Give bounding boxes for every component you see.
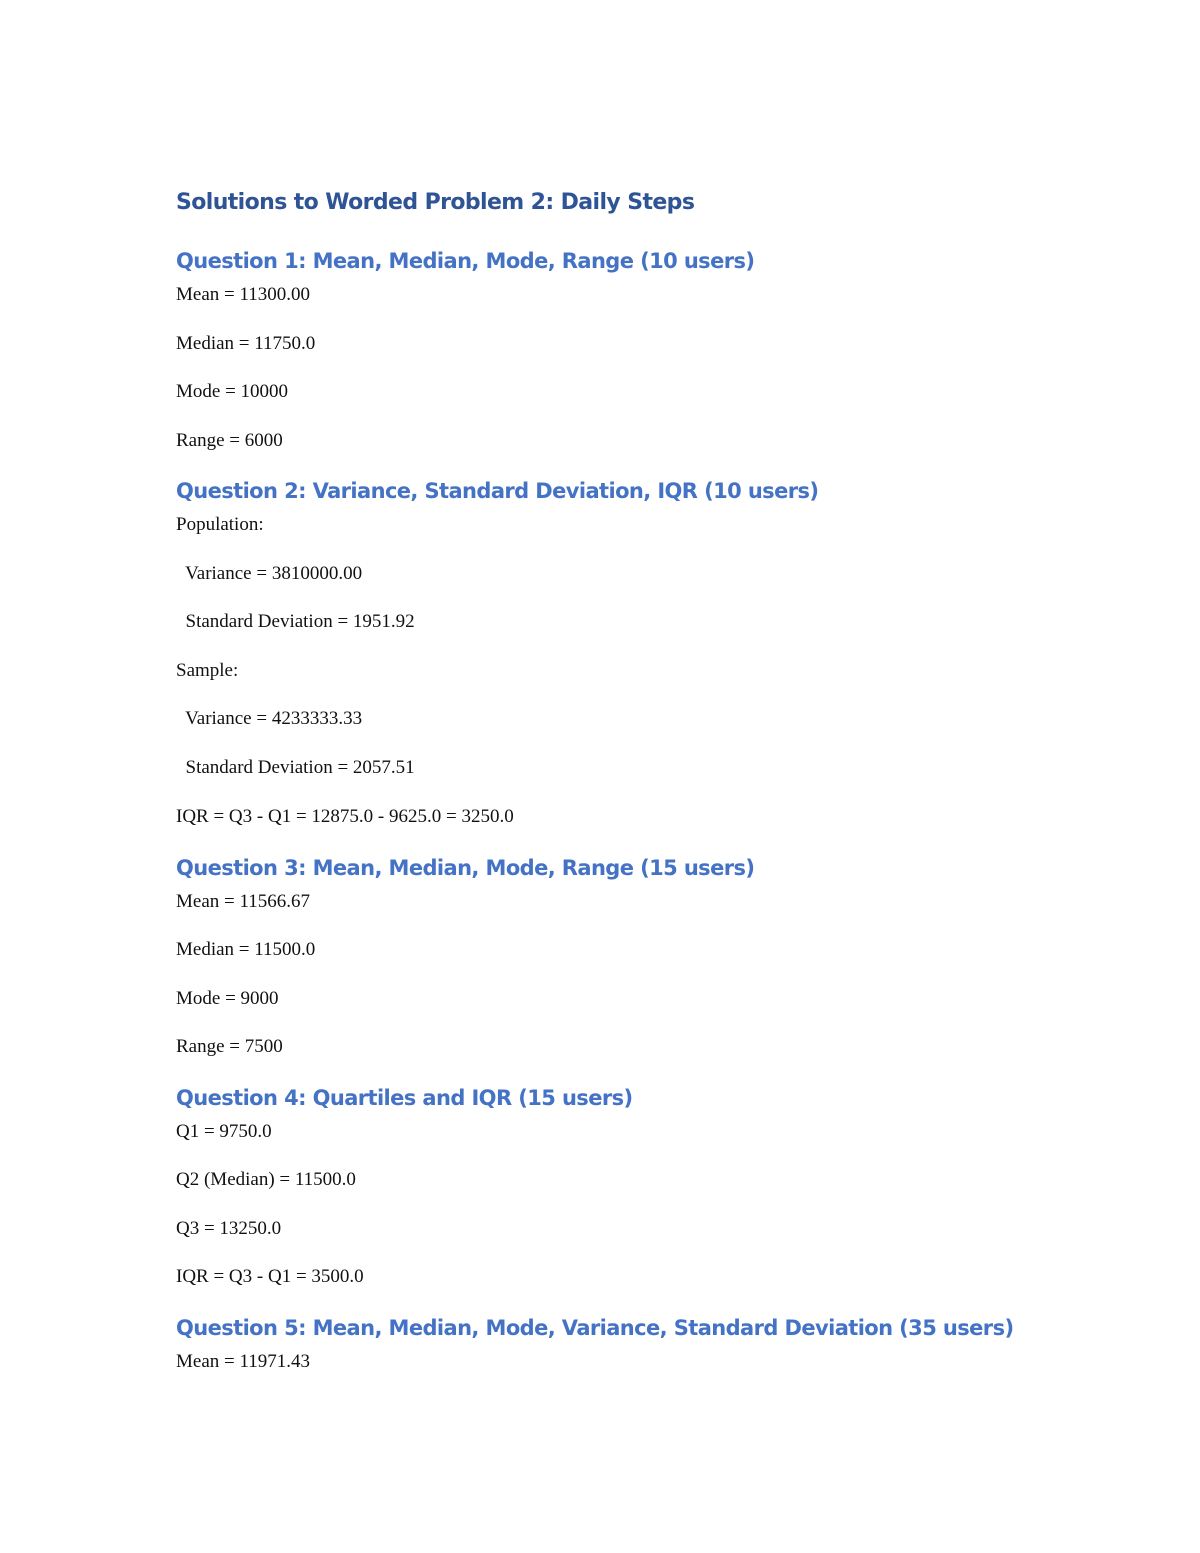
q1-line-range: Range = 6000 (176, 430, 283, 451)
q2-line-pop-variance: Variance = 3810000.00 (176, 563, 363, 584)
section-heading-q1: Question 1: Mean, Median, Mode, Range (10 users) (176, 249, 755, 273)
q2-line-pop-sd: Standard Deviation = 1951.92 (176, 611, 415, 632)
q3-line-median: Median = 11500.0 (176, 939, 316, 960)
q4-line-q3: Q3 = 13250.0 (176, 1218, 282, 1239)
q2-line-population: Population: (176, 514, 264, 535)
q4-line-q1: Q1 = 9750.0 (176, 1121, 272, 1142)
section-heading-q4: Question 4: Quartiles and IQR (15 users) (176, 1086, 633, 1110)
section-heading-q2: Question 2: Variance, Standard Deviation, IQR (10 users) (176, 479, 819, 503)
q1-line-mean: Mean = 11300.00 (176, 284, 311, 305)
section-heading-q5: Question 5: Mean, Median, Mode, Variance, Standard Deviation (35 users) (176, 1316, 1014, 1340)
q1-line-mode: Mode = 10000 (176, 381, 289, 402)
q3-line-mode: Mode = 9000 (176, 988, 279, 1009)
q1-line-median: Median = 11750.0 (176, 333, 316, 354)
q3-line-range: Range = 7500 (176, 1036, 283, 1057)
q4-line-iqr: IQR = Q3 - Q1 = 3500.0 (176, 1266, 364, 1287)
q3-line-mean: Mean = 11566.67 (176, 891, 311, 912)
q2-line-sample-variance: Variance = 4233333.33 (176, 708, 363, 729)
q2-line-sample-sd: Standard Deviation = 2057.51 (176, 757, 415, 778)
q4-line-q2: Q2 (Median) = 11500.0 (176, 1169, 356, 1190)
q5-line-mean: Mean = 11971.43 (176, 1351, 311, 1372)
section-heading-q3: Question 3: Mean, Median, Mode, Range (15 users) (176, 856, 755, 880)
q2-line-sample: Sample: (176, 660, 239, 681)
document-title: Solutions to Worded Problem 2: Daily Steps (176, 190, 695, 215)
q2-line-iqr: IQR = Q3 - Q1 = 12875.0 - 9625.0 = 3250.0 (176, 806, 514, 827)
